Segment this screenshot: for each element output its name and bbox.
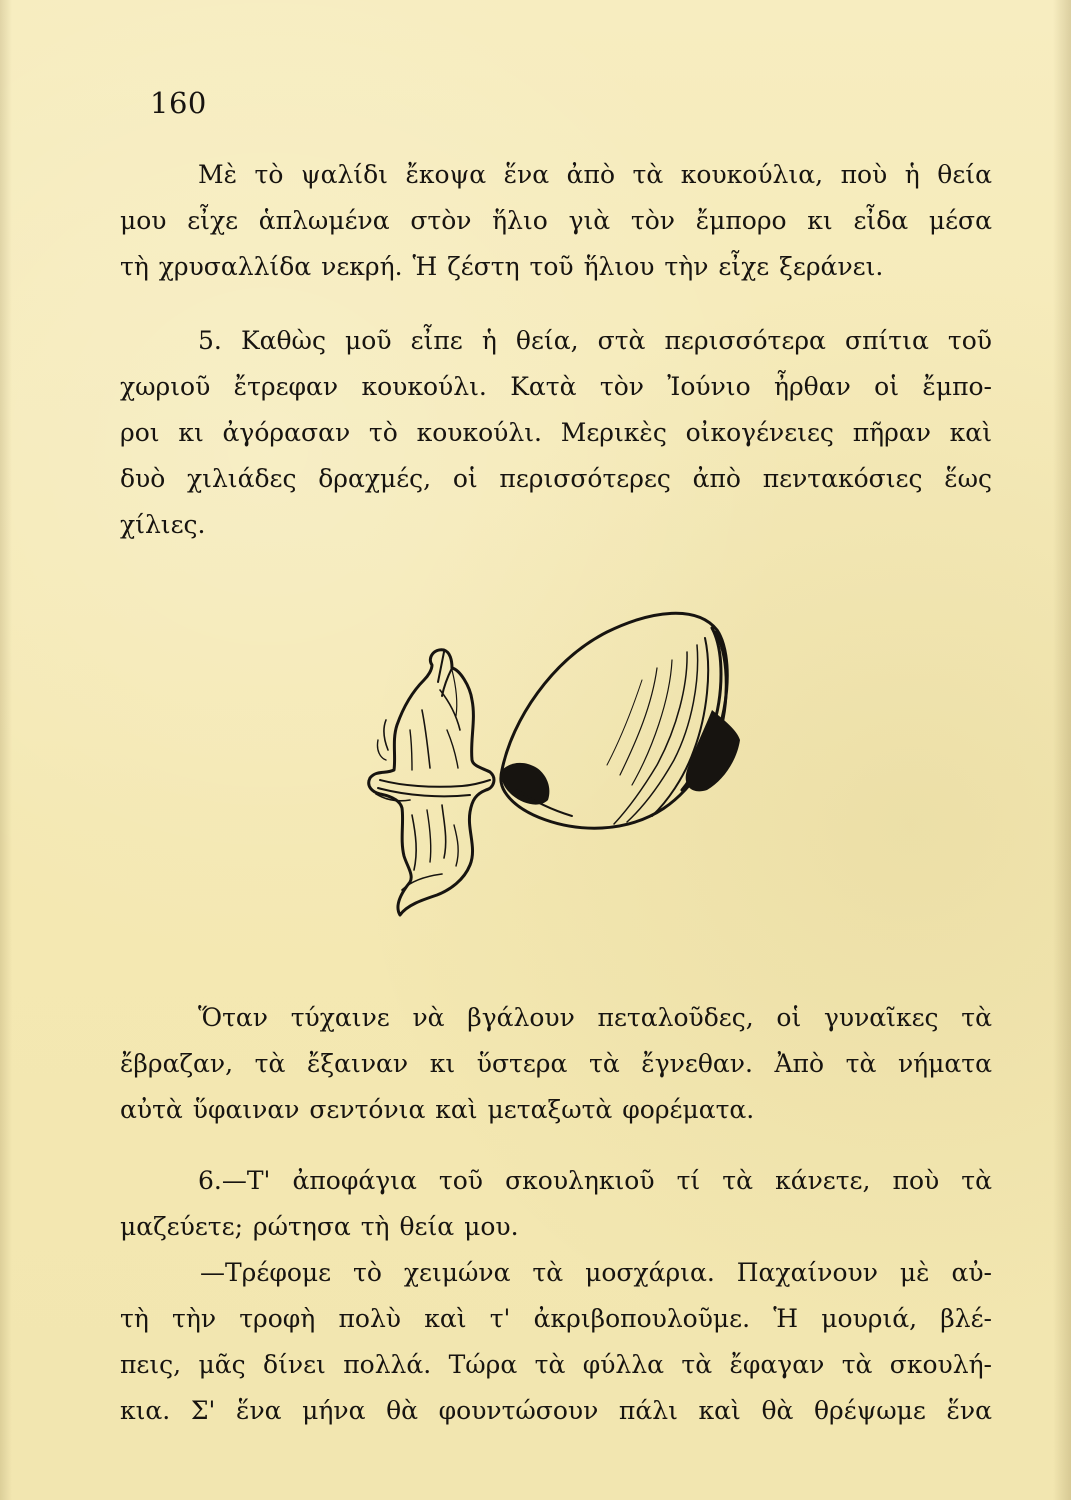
text-line: χωριοῦ ἔτρεφαν κουκούλι. Κατὰ τὸν Ἰούνιο ἦρθαν οἱ ἔμπο-: [120, 372, 992, 401]
cocoon-illustration: [352, 590, 752, 940]
text-line: Ὅταν τύχαινε νὰ βγάλουν πεταλοῦδες, οἱ γυναῖκες τὰ: [198, 1003, 992, 1032]
text-line: δυὸ χιλιάδες δραχμές, οἱ περισσότερες ἀπὸ πεντακόσιες ἕως: [120, 464, 992, 493]
text-line: 5. Καθὼς μοῦ εἶπε ἡ θεία, στὰ περισσότερα σπίτια τοῦ: [198, 326, 992, 355]
paragraph-section-6: [120, 1158, 992, 1250]
text-line: αὐτὰ ὕφαιναν σεντόνια καὶ μεταξωτὰ φορέματα.: [120, 1095, 755, 1124]
text-line: χίλιες.: [120, 510, 206, 539]
text-line: κια. Σ' ἕνα μήνα θὰ φουντώσουν πάλι καὶ θὰ θρέψωμε ἕνα: [120, 1396, 992, 1425]
text-line: Μὲ τὸ ψαλίδι ἔκοψα ἕνα ἀπὸ τὰ κουκούλια, ποὺ ἡ θεία: [198, 160, 992, 189]
text-line: —Τρέφομε τὸ χειμώνα τὰ μοσχάρια. Παχαίνουν μὲ αὐ-: [200, 1258, 992, 1287]
text-line: μου εἶχε ἁπλωμένα στὸν ἥλιο γιὰ τὸν ἔμπορο κι εἶδα μέσα: [120, 206, 992, 235]
text-line: 6.—Τ' ἀποφάγια τοῦ σκουληκιοῦ τί τὰ κάνετε, ποὺ τὰ: [198, 1166, 992, 1195]
page-edge-right: [1053, 0, 1071, 1500]
text-line: μαζεύετε; ρώτησα τὴ θεία μου.: [120, 1212, 519, 1241]
paragraph-aunt-reply: [120, 1250, 992, 1434]
text-line: τὴ τὴν τροφὴ πολὺ καὶ τ' ἀκριβοπουλοῦμε. Ἡ μουριά, βλέ-: [120, 1304, 992, 1333]
paragraph-cocoon-cut: [120, 152, 992, 290]
text-line: πεις, μᾶς δίνει πολλά. Τώρα τὰ φύλλα τὰ ἔφαγαν τὰ σκουλή-: [120, 1350, 992, 1379]
text-line: τὴ χρυσαλλίδα νεκρή. Ἡ ζέστη τοῦ ἥλιου τὴν εἶχε ξεράνει.: [120, 252, 884, 281]
text-line: ἔβραζαν, τὰ ἔξαιναν κι ὕστερα τὰ ἔγνεθαν. Ἀπὸ τὰ νήματα: [120, 1049, 992, 1078]
text-line: ροι κι ἀγόρασαν τὸ κουκούλι. Μερικὲς οἰκογένειες πῆραν καὶ: [120, 418, 992, 447]
page-number: 160: [150, 86, 207, 120]
paragraph-boiling-cocoons: [120, 995, 992, 1133]
paragraph-section-5: [120, 318, 992, 548]
page-edge-left: [0, 0, 12, 1500]
